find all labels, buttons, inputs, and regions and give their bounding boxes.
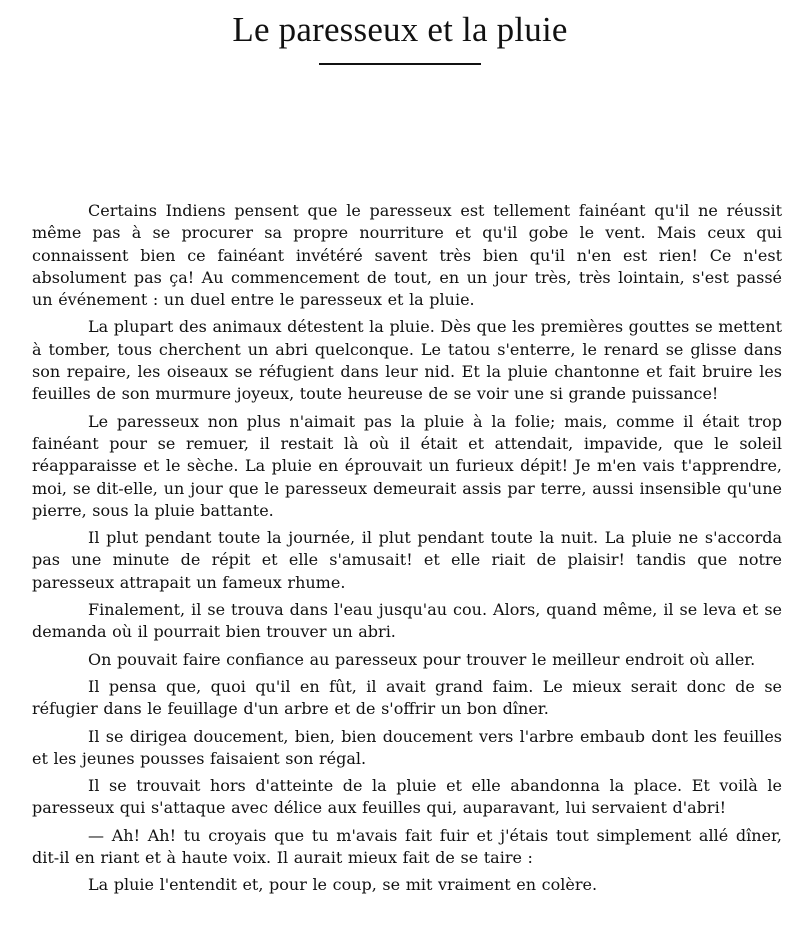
paragraph-8: Il se dirigea doucement, bien, bien doucement vers l'arbre embaub dont les feuilles et les jeunes pousses faisaient son régal.	[32, 726, 782, 768]
paragraph-7: Il pensa que, quoi qu'il en fût, il avait grand faim. Le mieux serait donc de se réfugier dans le feuillage d'un arbre et de s'offrir un bon dîner.	[32, 676, 782, 719]
paragraph-6: On pouvait faire confiance au paresseux pour trouver le meilleur endroit où aller.	[88, 649, 756, 669]
paragraph-10: — Ah! Ah! tu croyais que tu m'avais fait fuir et j'étais tout simplement allé dîner, dit-il en riant et à haute voix. Il aurait mieux fait de se taire :	[32, 825, 782, 868]
paragraph-5: Finalement, il se trouva dans l'eau jusqu'au cou. Alors, quand même, il se leva et se demanda où il pourrait bien trouver un abri.	[32, 600, 782, 642]
paragraph-1: Certains Indiens pensent que le paresseux est tellement fainéant qu'il ne réussit même pas à se procurer sa propre nourriture et qu'il gobe le vent. Mais ceux qui connaissent bien ce fainéant invétéré savent très bien qu'il n'en est rien! Ce n'est absolument pas ça! Au commencement de tout, en un jour très, très lointain, s'est passé un événement : un duel entre le paresseux et la pluie.	[32, 201, 782, 310]
story-body	[32, 200, 782, 897]
page-title: Le paresseux et la pluie	[232, 10, 568, 49]
paragraph-9: Il se trouvait hors d'atteinte de la pluie et elle abandonna la place. Et voilà le paresseux qui s'attaque avec délice aux feuilles qui, auparavant, lui servaient d'abri!	[32, 776, 782, 818]
title-underline	[319, 63, 481, 65]
paragraph-11: La pluie l'entendit et, pour le coup, se mit vraiment en colère.	[88, 875, 598, 895]
paragraph-2: La plupart des animaux détestent la pluie. Dès que les premières gouttes se mettent à tomber, tous cherchent un abri quelconque. Le tatou s'enterre, le renard se glisse dans son repaire, les oiseaux se réfugient dans leur nid. Et la pluie chantonne et fait bruire les feuilles de son murmure joyeux, toute heureuse de se voir une si grande puissance!	[32, 317, 782, 404]
paragraph-4: Il plut pendant toute la journée, il plut pendant toute la nuit. La pluie ne s'accorda pas une minute de répit et elle s'amusait! et elle riait de plaisir! tandis que notre paresseux attrapait un fameux rhume.	[32, 528, 782, 592]
paragraph-3: Le paresseux non plus n'aimait pas la pluie à la folie; mais, comme il était trop fainéant pour se remuer, il restait là où il était et attendait, impavide, que le soleil réapparaisse et le sèche. La pluie en éprouvait un furieux dépit! Je m'en vais t'apprendre, moi, se dit-elle, un jour que le paresseux demeurait assis par terre, aussi insensible qu'une pierre, sous la pluie battante.	[32, 411, 782, 520]
